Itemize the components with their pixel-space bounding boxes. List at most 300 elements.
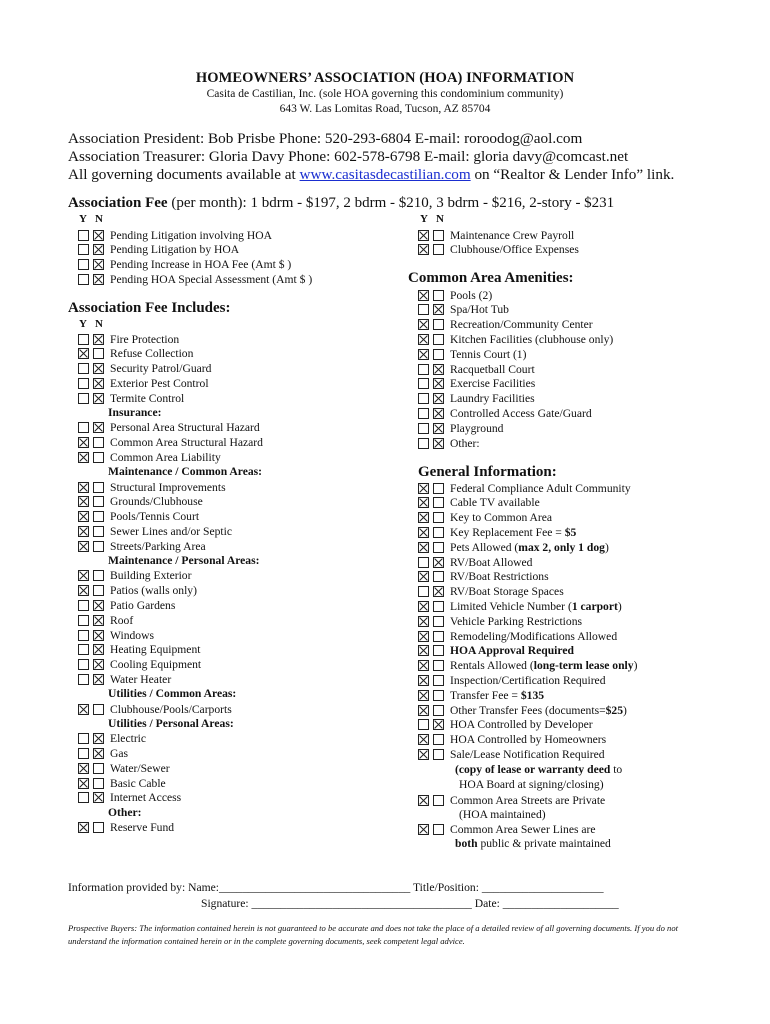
general-rentals-allowed-long-term-lease-only-yes-checkbox[interactable] (418, 660, 429, 671)
general-hoa-approval-required-row (418, 644, 574, 658)
includes-grounds-clubhouse-label-text: Grounds/Clubhouse (110, 495, 203, 509)
general-inspection-certification-required-label-text: Inspection/Certification Required (450, 673, 606, 687)
amenity-recreation-community-center-yes-checkbox[interactable] (418, 319, 429, 330)
general-key-replacement-fee-5-yes-checkbox[interactable] (418, 527, 429, 538)
general-other-transfer-fees-documents-25-no-checkbox[interactable] (433, 705, 444, 716)
amenity-racquetball-court-label-text: Racquetball Court (450, 362, 535, 376)
amenity-other-no-checkbox[interactable] (433, 438, 444, 449)
includes-pools-tennis-court-row (78, 510, 199, 524)
amenity-laundry-facilities-yes-checkbox[interactable] (418, 393, 429, 404)
includes-heating-equipment-no-checkbox[interactable] (93, 644, 104, 655)
includes-reserve-fund-yes-checkbox[interactable] (78, 822, 89, 833)
maintenance-crew-payroll-row (418, 228, 574, 242)
general-federal-compliance-adult-community-label-text: Federal Compliance Adult Community (450, 481, 631, 495)
pending-pending-hoa-special-assessment-amt-no-checkbox[interactable] (93, 274, 104, 285)
amenity-exercise-facilities-row (418, 377, 535, 391)
general-inspection-certification-required-yes-checkbox[interactable] (418, 675, 429, 686)
includes-pools-tennis-court-label-text: Pools/Tennis Court (110, 510, 200, 524)
includes-security-patrol-guard-row (78, 362, 211, 376)
includes-water-sewer-row (78, 761, 170, 775)
includes-clubhouse-pools-carports-label (110, 703, 232, 716)
amenity-exercise-facilities-no-checkbox[interactable] (433, 378, 444, 389)
includes-refuse-collection-no-checkbox[interactable] (93, 348, 104, 359)
signature-line[interactable]: Signature: ______________________________________ Date: ____________________ (201, 897, 619, 910)
general-rentals-allowed-long-term-lease-only-no-checkbox[interactable] (433, 660, 444, 671)
includes-electric-label-text: Electric (110, 732, 147, 746)
general-remodeling-modifications-allowed-no-checkbox[interactable] (433, 631, 444, 642)
general-key-replacement-fee-5-no-checkbox[interactable] (433, 527, 444, 538)
clubhouse-office-expenses-no-checkbox[interactable] (433, 244, 444, 255)
includes-cooling-equipment-no-checkbox[interactable] (93, 659, 104, 670)
includes-reserve-fund-no-checkbox[interactable] (93, 822, 104, 833)
general-sale-lease-notification-required-label-text: Sale/Lease Notification Required (450, 747, 605, 761)
includes-water-heater-row (78, 672, 171, 686)
general-hoa-approval-required-no-checkbox[interactable] (433, 645, 444, 656)
sewer-note-bold: both (455, 837, 478, 850)
general-pets-allowed-max-2-only-1-dog-no-checkbox[interactable] (433, 542, 444, 553)
includes-pools-tennis-court-no-checkbox[interactable] (93, 511, 104, 522)
includes-streets-parking-area-yes-checkbox[interactable] (78, 541, 89, 552)
includes-water-heater-no-checkbox[interactable] (93, 674, 104, 685)
amenity-exercise-facilities-yes-checkbox[interactable] (418, 378, 429, 389)
includes-structural-improvements-yes-checkbox[interactable] (78, 482, 89, 493)
general-rv-boat-restrictions-yes-checkbox[interactable] (418, 571, 429, 582)
common-area-sewer-no-checkbox[interactable] (433, 824, 444, 835)
includes-sewer-lines-and-or-septic-row (78, 524, 232, 538)
general-remodeling-modifications-allowed-label-text: Remodeling/Modifications Allowed (450, 629, 618, 643)
includes-internet-access-label (110, 791, 181, 804)
includes-structural-improvements-no-checkbox[interactable] (93, 482, 104, 493)
includes-grounds-clubhouse-no-checkbox[interactable] (93, 496, 104, 507)
includes-patio-gardens-yes-checkbox[interactable] (78, 600, 89, 611)
general-rv-boat-restrictions-row (418, 570, 549, 584)
pending-pending-litigation-by-hoa-yes-checkbox[interactable] (78, 244, 89, 255)
includes-personal-area-structural-hazard-label-text: Personal Area Structural Hazard (110, 421, 260, 435)
includes-reserve-fund-label-text: Reserve Fund (110, 820, 175, 834)
amenity-racquetball-court-yes-checkbox[interactable] (418, 364, 429, 375)
includes-gas-yes-checkbox[interactable] (78, 748, 89, 759)
amenity-spa-hot-tub-label-text: Spa/Hot Tub (450, 303, 509, 317)
amenity-controlled-access-gate-guard-row (418, 406, 592, 420)
includes-sewer-lines-and-or-septic-no-checkbox[interactable] (93, 526, 104, 537)
includes-basic-cable-no-checkbox[interactable] (93, 778, 104, 789)
pending-pending-litigation-involving-hoa-label-text: Pending Litigation involving HOA (110, 228, 272, 242)
general-hoa-controlled-by-developer-label (450, 718, 593, 731)
includes-fire-protection-row (78, 332, 179, 346)
fee-includes-title: Association Fee Includes: (68, 300, 231, 316)
amenity-controlled-access-gate-guard-label (450, 407, 592, 420)
includes-basic-cable-label-text: Basic Cable (110, 776, 166, 790)
includes-windows-row (78, 628, 154, 642)
general-rv-boat-storage-spaces-label-text: RV/Boat Storage Spaces (450, 585, 564, 599)
includes-cooling-equipment-label-text: Cooling Equipment (110, 658, 202, 672)
association-fee-detail: (per month): 1 bdrm - $197, 2 bdrm - $210, 3 bdrm - $216, 2-story - $231 (167, 195, 615, 211)
general-other-transfer-fees-documents-25-row (418, 703, 627, 717)
general-rentals-allowed-long-term-lease-only-label-text: Rentals Allowed ( (450, 659, 534, 673)
pending-pending-hoa-special-assessment-amt-label (110, 273, 312, 286)
amenity-playground-label (450, 422, 503, 435)
general-hoa-controlled-by-developer-row (418, 718, 593, 732)
includes-roof-yes-checkbox[interactable] (78, 615, 89, 626)
common-area-streets-label (450, 794, 605, 807)
general-limited-vehicle-number-1-carport-yes-checkbox[interactable] (418, 601, 429, 612)
includes-building-exterior-yes-checkbox[interactable] (78, 570, 89, 581)
general-limited-vehicle-number-1-carport-label-after: ) (617, 599, 622, 613)
includes-exterior-pest-control-yes-checkbox[interactable] (78, 378, 89, 389)
common-area-sewer-label (450, 823, 596, 836)
amenity-racquetball-court-no-checkbox[interactable] (433, 364, 444, 375)
includes-termite-control-yes-checkbox[interactable] (78, 393, 89, 404)
includes-building-exterior-no-checkbox[interactable] (93, 570, 104, 581)
general-rv-boat-storage-spaces-no-checkbox[interactable] (433, 586, 444, 597)
general-hoa-approval-required-yes-checkbox[interactable] (418, 645, 429, 656)
includes-patios-walls-only-label (110, 584, 197, 597)
includes-common-area-liability-row (78, 450, 221, 464)
general-pets-allowed-max-2-only-1-dog-yes-checkbox[interactable] (418, 542, 429, 553)
amenity-tennis-court-1-yes-checkbox[interactable] (418, 349, 429, 360)
general-rv-boat-allowed-no-checkbox[interactable] (433, 557, 444, 568)
general-hoa-controlled-by-developer-yes-checkbox[interactable] (418, 719, 429, 730)
includes-fire-protection-yes-checkbox[interactable] (78, 334, 89, 345)
includes-common-area-structural-hazard-label (110, 436, 263, 449)
pending-pending-increase-in-hoa-fee-amt-label-text: Pending Increase in HOA Fee (Amt $ ) (110, 258, 292, 272)
amenity-pools-2-label-text: Pools (2) (450, 288, 493, 302)
includes-clubhouse-pools-carports-yes-checkbox[interactable] (78, 704, 89, 715)
includes-streets-parking-area-label (110, 540, 206, 553)
includes-water-sewer-yes-checkbox[interactable] (78, 763, 89, 774)
includes-building-exterior-label (110, 569, 191, 582)
amenity-recreation-community-center-label (450, 318, 593, 331)
general-key-to-common-area-label (450, 511, 552, 524)
general-cable-tv-available-yes-checkbox[interactable] (418, 497, 429, 508)
common-area-sewer-row (418, 822, 596, 836)
includes-windows-yes-checkbox[interactable] (78, 630, 89, 641)
includes-sewer-lines-and-or-septic-label (110, 525, 232, 538)
general-key-to-common-area-row (418, 511, 552, 525)
general-key-replacement-fee-5-label-bold: $5 (564, 525, 577, 539)
includes-personal-area-structural-hazard-no-checkbox[interactable] (93, 422, 104, 433)
general-vehicle-parking-restrictions-no-checkbox[interactable] (433, 616, 444, 627)
docs-prefix: All governing documents available at (68, 166, 300, 183)
general-cable-tv-available-no-checkbox[interactable] (433, 497, 444, 508)
general-remodeling-modifications-allowed-yes-checkbox[interactable] (418, 631, 429, 642)
general-inspection-certification-required-label (450, 674, 606, 687)
includes-water-heater-label (110, 673, 171, 686)
general-sale-lease-notification-required-no-checkbox[interactable] (433, 749, 444, 760)
general-rv-boat-allowed-label (450, 556, 532, 569)
amenity-laundry-facilities-no-checkbox[interactable] (433, 393, 444, 404)
includes-internet-access-yes-checkbox[interactable] (78, 792, 89, 803)
general-rv-boat-restrictions-label-text: RV/Boat Restrictions (450, 570, 549, 584)
includes-heating-equipment-row (78, 643, 200, 657)
general-rv-boat-storage-spaces-row (418, 585, 564, 599)
includes-streets-parking-area-no-checkbox[interactable] (93, 541, 104, 552)
includes-exterior-pest-control-no-checkbox[interactable] (93, 378, 104, 389)
amenity-spa-hot-tub-yes-checkbox[interactable] (418, 304, 429, 315)
amenity-kitchen-facilities-clubhouse-only-yes-checkbox[interactable] (418, 334, 429, 345)
includes-exterior-pest-control-label-text: Exterior Pest Control (110, 376, 209, 390)
amenity-other-label (450, 437, 480, 450)
maintenance-crew-payroll-yes-checkbox[interactable] (418, 230, 429, 241)
general-inspection-certification-required-row (418, 673, 606, 687)
includes-sewer-lines-and-or-septic-label-text: Sewer Lines and/or Septic (110, 524, 233, 538)
includes-personal-area-structural-hazard-yes-checkbox[interactable] (78, 422, 89, 433)
amenity-kitchen-facilities-clubhouse-only-no-checkbox[interactable] (433, 334, 444, 345)
includes-patio-gardens-no-checkbox[interactable] (93, 600, 104, 611)
general-vehicle-parking-restrictions-yes-checkbox[interactable] (418, 616, 429, 627)
includes-structural-improvements-row (78, 480, 226, 494)
includes-common-area-structural-hazard-no-checkbox[interactable] (93, 437, 104, 448)
includes-basic-cable-yes-checkbox[interactable] (78, 778, 89, 789)
includes-windows-label-text: Windows (110, 628, 154, 642)
includes-water-sewer-no-checkbox[interactable] (93, 763, 104, 774)
subheading-other: Other: (108, 805, 142, 819)
includes-patio-gardens-row (78, 598, 175, 612)
amenity-other-yes-checkbox[interactable] (418, 438, 429, 449)
general-federal-compliance-adult-community-row (418, 481, 631, 495)
amenity-spa-hot-tub-row (418, 303, 509, 317)
maintenance-crew-payroll-no-checkbox[interactable] (433, 230, 444, 241)
amenity-laundry-facilities-label-text: Laundry Facilities (450, 392, 535, 406)
includes-structural-improvements-label (110, 481, 226, 494)
includes-streets-parking-area-row (78, 539, 206, 553)
general-hoa-controlled-by-homeowners-row (418, 733, 606, 747)
general-pets-allowed-max-2-only-1-dog-row (418, 540, 609, 554)
general-rv-boat-restrictions-no-checkbox[interactable] (433, 571, 444, 582)
clubhouse-office-expenses-label-text: Clubhouse/Office Expenses (450, 243, 579, 257)
includes-internet-access-label-text: Internet Access (110, 791, 182, 805)
general-remodeling-modifications-allowed-label (450, 630, 617, 643)
association-fee-label: Association Fee (68, 195, 168, 211)
association-fee-line (68, 195, 614, 212)
includes-common-area-structural-hazard-label-text: Common Area Structural Hazard (110, 436, 263, 450)
common-area-sewer-label-text: Common Area Sewer Lines are (450, 822, 596, 836)
amenity-other-label-text: Other: (450, 436, 480, 450)
general-key-to-common-area-no-checkbox[interactable] (433, 512, 444, 523)
includes-sewer-lines-and-or-septic-yes-checkbox[interactable] (78, 526, 89, 537)
general-limited-vehicle-number-1-carport-no-checkbox[interactable] (433, 601, 444, 612)
includes-refuse-collection-row (78, 347, 193, 361)
includes-structural-improvements-label-text: Structural Improvements (110, 480, 226, 494)
streets-note: (HOA maintained) (459, 808, 546, 821)
subheading-maintenance-common-areas: Maintenance / Common Areas: (108, 465, 263, 479)
amenity-pools-2-no-checkbox[interactable] (433, 290, 444, 301)
clubhouse-office-expenses-label (450, 243, 579, 256)
amenity-playground-yes-checkbox[interactable] (418, 423, 429, 434)
general-transfer-fee-135-yes-checkbox[interactable] (418, 690, 429, 701)
docs-website-link[interactable]: www.casitasdecastilian.com (299, 166, 471, 183)
general-pets-allowed-max-2-only-1-dog-label-text: Pets Allowed ( (450, 540, 519, 554)
includes-security-patrol-guard-yes-checkbox[interactable] (78, 363, 89, 374)
general-hoa-controlled-by-homeowners-yes-checkbox[interactable] (418, 734, 429, 745)
general-transfer-fee-135-label (450, 689, 544, 702)
includes-common-area-liability-no-checkbox[interactable] (93, 452, 104, 463)
general-rentals-allowed-long-term-lease-only-row (418, 659, 637, 673)
president-contact: Association President: Bob Prisbe Phone: 520-293-6804 E-mail: roroodog@aol.com (68, 130, 583, 147)
amenity-racquetball-court-label (450, 363, 535, 376)
general-limited-vehicle-number-1-carport-label (450, 600, 622, 613)
includes-patio-gardens-label-text: Patio Gardens (110, 598, 176, 612)
includes-internet-access-row (78, 791, 181, 805)
general-hoa-controlled-by-developer-no-checkbox[interactable] (433, 719, 444, 730)
governing-docs-line (68, 166, 674, 184)
includes-streets-parking-area-label-text: Streets/Parking Area (110, 539, 206, 553)
pending-pending-litigation-involving-hoa-no-checkbox[interactable] (93, 230, 104, 241)
page-address: 643 W. Las Lomitas Road, Tucson, AZ 85704 (279, 103, 491, 115)
amenity-kitchen-facilities-clubhouse-only-label (450, 333, 613, 346)
general-rentals-allowed-long-term-lease-only-label-after: ) (633, 659, 638, 673)
pending-pending-litigation-by-hoa-label (110, 243, 239, 256)
includes-common-area-structural-hazard-yes-checkbox[interactable] (78, 437, 89, 448)
includes-termite-control-row (78, 391, 184, 405)
includes-building-exterior-label-text: Building Exterior (110, 569, 192, 583)
includes-patios-walls-only-no-checkbox[interactable] (93, 585, 104, 596)
general-rv-boat-allowed-yes-checkbox[interactable] (418, 557, 429, 568)
amenity-playground-no-checkbox[interactable] (433, 423, 444, 434)
includes-refuse-collection-label (110, 347, 193, 360)
includes-pools-tennis-court-label (110, 510, 199, 523)
general-limited-vehicle-number-1-carport-label-bold: 1 carport (571, 599, 618, 613)
general-sale-lease-notification-required-row (418, 747, 605, 761)
includes-refuse-collection-yes-checkbox[interactable] (78, 348, 89, 359)
general-federal-compliance-adult-community-label (450, 482, 631, 495)
includes-building-exterior-row (78, 569, 191, 583)
pending-pending-litigation-by-hoa-label-text: Pending Litigation by HOA (110, 243, 240, 257)
common-area-sewer-yes-checkbox[interactable] (418, 824, 429, 835)
includes-security-patrol-guard-no-checkbox[interactable] (93, 363, 104, 374)
includes-fire-protection-no-checkbox[interactable] (93, 334, 104, 345)
general-cable-tv-available-label (450, 496, 540, 509)
includes-heating-equipment-yes-checkbox[interactable] (78, 644, 89, 655)
includes-roof-no-checkbox[interactable] (93, 615, 104, 626)
amenity-pools-2-yes-checkbox[interactable] (418, 290, 429, 301)
includes-internet-access-no-checkbox[interactable] (93, 792, 104, 803)
general-rv-boat-storage-spaces-yes-checkbox[interactable] (418, 586, 429, 597)
provided-by-line[interactable]: Information provided by: Name:_________________________________ Title/Position: _____________________ (68, 881, 604, 894)
pending-pending-increase-in-hoa-fee-amt-yes-checkbox[interactable] (78, 259, 89, 270)
includes-basic-cable-row (78, 776, 166, 790)
includes-clubhouse-pools-carports-no-checkbox[interactable] (93, 704, 104, 715)
includes-gas-no-checkbox[interactable] (93, 748, 104, 759)
includes-personal-area-structural-hazard-row (78, 421, 260, 435)
amenities-title: Common Area Amenities: (408, 270, 574, 286)
includes-common-area-liability-yes-checkbox[interactable] (78, 452, 89, 463)
amenity-tennis-court-1-label-text: Tennis Court (1) (450, 347, 527, 361)
amenity-recreation-community-center-no-checkbox[interactable] (433, 319, 444, 330)
general-hoa-controlled-by-homeowners-no-checkbox[interactable] (433, 734, 444, 745)
includes-roof-row (78, 613, 133, 627)
includes-patios-walls-only-yes-checkbox[interactable] (78, 585, 89, 596)
pending-pending-litigation-by-hoa-no-checkbox[interactable] (93, 244, 104, 255)
includes-refuse-collection-label-text: Refuse Collection (110, 347, 194, 361)
pending-pending-increase-in-hoa-fee-amt-row (78, 258, 291, 272)
includes-clubhouse-pools-carports-row (78, 702, 232, 716)
pending-pending-litigation-by-hoa-row (78, 243, 239, 257)
sewer-note-rest: public & private maintained (477, 837, 611, 850)
includes-electric-yes-checkbox[interactable] (78, 733, 89, 744)
includes-water-sewer-label-text: Water/Sewer (110, 761, 170, 775)
amenity-pools-2-label (450, 289, 492, 302)
includes-electric-row (78, 732, 146, 746)
amenity-controlled-access-gate-guard-no-checkbox[interactable] (433, 408, 444, 419)
general-sale-lease-notification-required-yes-checkbox[interactable] (418, 749, 429, 760)
amenity-controlled-access-gate-guard-yes-checkbox[interactable] (418, 408, 429, 419)
general-federal-compliance-adult-community-yes-checkbox[interactable] (418, 483, 429, 494)
includes-exterior-pest-control-label (110, 377, 209, 390)
amenity-tennis-court-1-no-checkbox[interactable] (433, 349, 444, 360)
general-inspection-certification-required-no-checkbox[interactable] (433, 675, 444, 686)
general-federal-compliance-adult-community-no-checkbox[interactable] (433, 483, 444, 494)
general-transfer-fee-135-label-text: Transfer Fee = (450, 688, 521, 702)
amenity-spa-hot-tub-no-checkbox[interactable] (433, 304, 444, 315)
includes-electric-no-checkbox[interactable] (93, 733, 104, 744)
amenity-exercise-facilities-label (450, 377, 535, 390)
general-limited-vehicle-number-1-carport-row (418, 599, 622, 613)
amenity-recreation-community-center-row (418, 318, 593, 332)
amenity-recreation-community-center-label-text: Recreation/Community Center (450, 318, 593, 332)
amenity-tennis-court-1-label (450, 348, 526, 361)
pending-pending-hoa-special-assessment-amt-row (78, 272, 312, 286)
includes-heating-equipment-label (110, 643, 200, 656)
includes-reserve-fund-label (110, 821, 174, 834)
general-vehicle-parking-restrictions-label (450, 615, 582, 628)
amenity-laundry-facilities-row (418, 392, 535, 406)
general-pets-allowed-max-2-only-1-dog-label (450, 541, 609, 554)
includes-windows-no-checkbox[interactable] (93, 630, 104, 641)
amenity-spa-hot-tub-label (450, 303, 509, 316)
docs-suffix: on “Realtor & Lender Info” link. (470, 166, 675, 183)
general-other-transfer-fees-documents-25-label-bold: $25 (605, 703, 624, 717)
sewer-note (455, 837, 611, 850)
general-rv-boat-allowed-row (418, 555, 532, 569)
includes-termite-control-no-checkbox[interactable] (93, 393, 104, 404)
yes-no-header-left: YN (79, 213, 111, 225)
general-rentals-allowed-long-term-lease-only-label-bold: long-term lease only (533, 659, 634, 673)
buyer-disclaimer: Prospective Buyers: The information contained herein is not guaranteed to be accurate and does not take the place of a detailed review of all governing documents. If you do not understand the information contained herein or in the complete governing documents, seek competent legal advice. (68, 923, 679, 946)
pending-pending-litigation-involving-hoa-row (78, 228, 272, 242)
common-area-streets-label-text: Common Area Streets are Private (450, 793, 606, 807)
general-other-transfer-fees-documents-25-label-after: ) (623, 703, 627, 717)
general-vehicle-parking-restrictions-row (418, 614, 582, 628)
pending-pending-increase-in-hoa-fee-amt-no-checkbox[interactable] (93, 259, 104, 270)
amenity-controlled-access-gate-guard-label-text: Controlled Access Gate/Guard (450, 406, 592, 420)
general-hoa-approval-required-label (450, 644, 574, 657)
general-hoa-controlled-by-homeowners-label (450, 733, 606, 746)
pending-pending-hoa-special-assessment-amt-yes-checkbox[interactable] (78, 274, 89, 285)
amenity-kitchen-facilities-clubhouse-only-row (418, 332, 613, 346)
includes-pools-tennis-court-yes-checkbox[interactable] (78, 511, 89, 522)
includes-cooling-equipment-row (78, 658, 201, 672)
common-area-streets-no-checkbox[interactable] (433, 795, 444, 806)
clubhouse-office-expenses-yes-checkbox[interactable] (418, 244, 429, 255)
includes-cooling-equipment-yes-checkbox[interactable] (78, 659, 89, 670)
general-info-title: General Information: (418, 464, 557, 480)
clubhouse-office-expenses-row (418, 243, 579, 257)
amenity-laundry-facilities-label (450, 392, 535, 405)
common-area-streets-yes-checkbox[interactable] (418, 795, 429, 806)
general-key-to-common-area-yes-checkbox[interactable] (418, 512, 429, 523)
includes-grounds-clubhouse-label (110, 495, 203, 508)
general-other-transfer-fees-documents-25-yes-checkbox[interactable] (418, 705, 429, 716)
includes-water-heater-yes-checkbox[interactable] (78, 674, 89, 685)
general-transfer-fee-135-no-checkbox[interactable] (433, 690, 444, 701)
includes-patios-walls-only-label-text: Patios (walls only) (110, 584, 197, 598)
page-title: HOMEOWNERS’ ASSOCIATION (HOA) INFORMATION (195, 70, 575, 86)
general-rv-boat-allowed-label-text: RV/Boat Allowed (450, 555, 533, 569)
includes-grounds-clubhouse-yes-checkbox[interactable] (78, 496, 89, 507)
pending-pending-litigation-involving-hoa-yes-checkbox[interactable] (78, 230, 89, 241)
general-key-replacement-fee-5-label (450, 526, 576, 539)
